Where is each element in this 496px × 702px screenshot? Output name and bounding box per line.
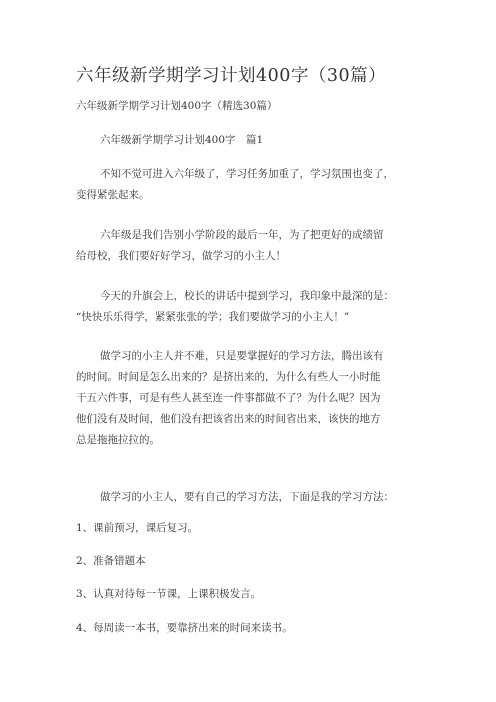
document-title: 六年级新学期学习计划400字（30篇） (76, 66, 387, 86)
paragraph-line: 做学习的小主人并不难，只是要掌握好的学习方法，腾出该有 (100, 350, 384, 362)
paragraph-line: 总是拖拖拉拉的。 (76, 434, 160, 446)
paragraph-line: 不知不觉可进入六年级了，学习任务加重了，学习氛围也变了， (100, 168, 394, 180)
paragraph-line: 今天的升旗会上，校长的讲话中提到学习，我印象中最深的是： (100, 290, 394, 302)
paragraph-2 (76, 225, 436, 267)
paragraph-line: 他们没有及时间，他们没有把该省出来的时间省出来，该快的地方 (76, 413, 381, 425)
paragraph-line: 干五六件事，可是有些人甚至连一件事都做不了？为什么呢？因为 (76, 392, 381, 404)
paragraph-line: 做学习的小主人，要有自己的学习方法，下面是我的学习方法： (100, 491, 394, 503)
paragraph-4 (76, 346, 436, 451)
paragraph-1 (76, 164, 436, 206)
document-subtitle: 六年级新学期学习计划400字（精选30篇） (76, 100, 278, 112)
list-item: 1、课前预习，课后复习。 (76, 522, 199, 534)
paragraph-line: “快快乐乐得学，紧紧张张的学；我们要做学习的小主人！” (76, 311, 350, 323)
list-item: 4、每周读一本书，要靠挤出来的时间来读书。 (76, 622, 293, 634)
paragraph-line: 给母校，我们要好好学习，做学习的小主人！ (76, 250, 286, 262)
paragraph-5 (76, 487, 436, 508)
list-item: 3、认真对待每一节课，上课积极发言。 (76, 588, 262, 600)
paragraph-line: 六年级是我们告别小学阶段的最后一年，为了把更好的成绩留 (100, 229, 384, 241)
list-item: 2、准备错题本 (76, 555, 146, 567)
paragraph-line: 变得紧张起来。 (76, 189, 150, 201)
paragraph-3 (76, 286, 436, 328)
section-heading: 六年级新学期学习计划400字 篇1 (100, 134, 264, 146)
paragraph-line: 的时间。时间是怎么出来的？是挤出来的，为什么有些人一小时能 (76, 371, 381, 383)
